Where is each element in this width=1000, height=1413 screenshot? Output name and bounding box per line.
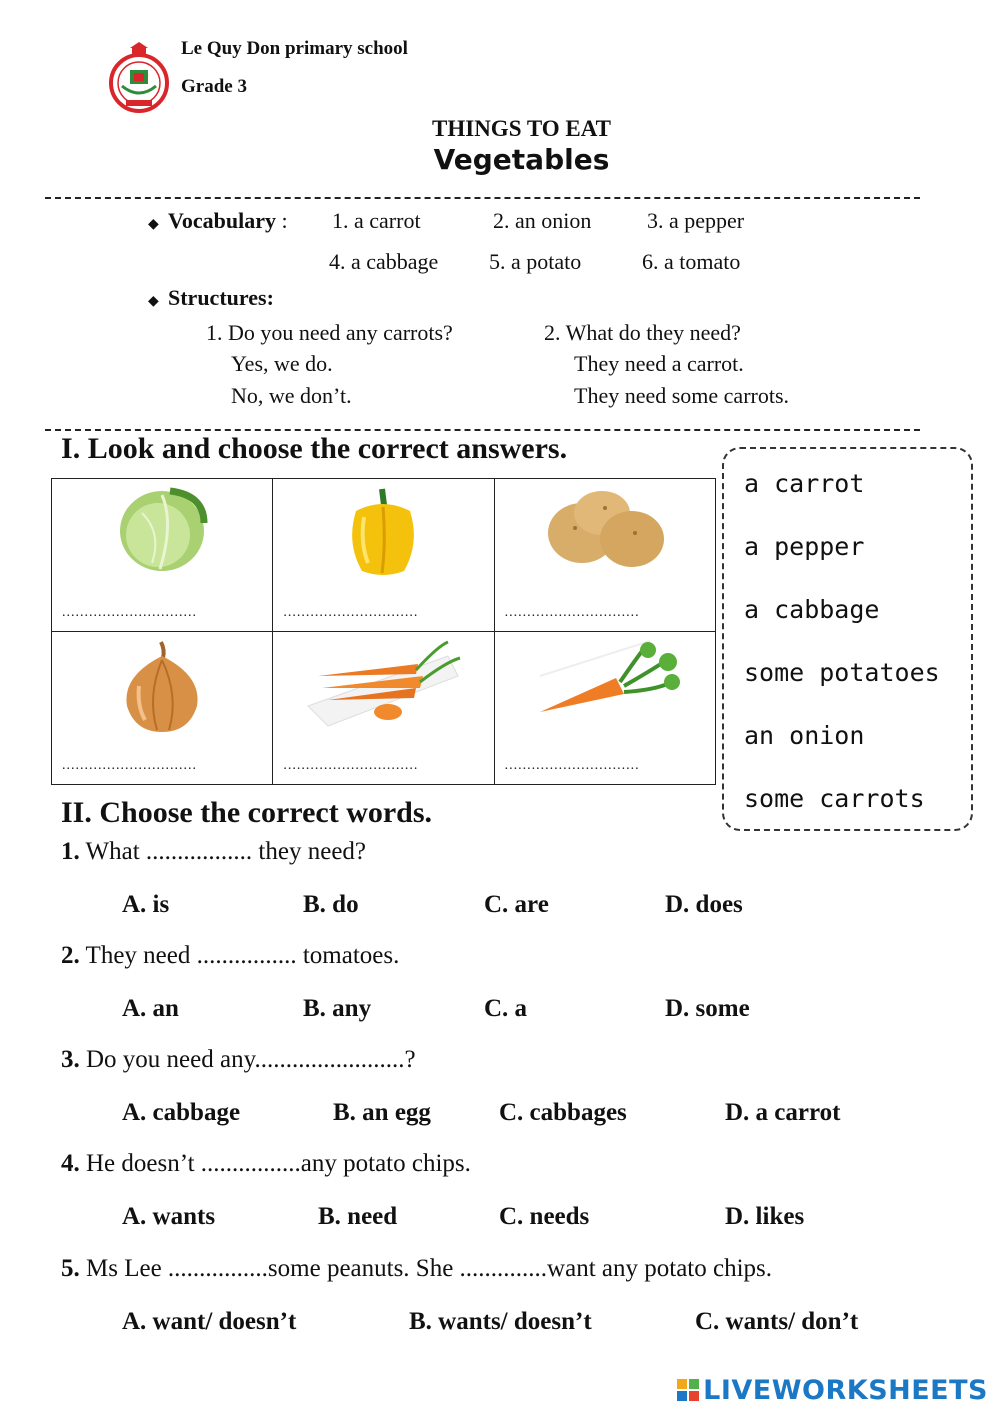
option-a[interactable]: A. an [122, 995, 179, 1022]
answer-blank[interactable]: .............................. [504, 758, 640, 773]
picture-cell [273, 479, 494, 632]
section-2-title: II. Choose the correct words. [61, 796, 433, 829]
question-5 [61, 1255, 772, 1283]
option-c[interactable]: C. needs [499, 1203, 590, 1230]
vocab-word: 4. a cabbage [329, 249, 439, 274]
structures-heading [148, 285, 274, 311]
school-logo [108, 38, 170, 116]
option-b[interactable]: B. need [318, 1203, 398, 1230]
structure-answer-yes: Yes, we do. [231, 351, 333, 376]
structure-answer-some: They need some carrots. [574, 383, 790, 408]
option-c[interactable]: C. a [484, 995, 528, 1022]
option-a[interactable]: A. want/ doesn’t [122, 1308, 297, 1335]
option-b[interactable]: B. wants/ doesn’t [409, 1308, 592, 1335]
answer-blank[interactable]: .............................. [62, 605, 197, 620]
question-number: 4. [61, 1150, 80, 1177]
structure-answer-no: No, we don’t. [231, 383, 352, 408]
vocab-word: 2. an onion [493, 208, 592, 233]
vocab-word: 5. a potato [489, 249, 582, 274]
answer-blank[interactable]: .............................. [283, 605, 419, 620]
diamond-bullet-icon: ◆ [148, 294, 159, 309]
option-d[interactable]: D. a carrot [725, 1099, 841, 1126]
option-d[interactable]: D. some [665, 995, 750, 1022]
answer-blank[interactable]: .............................. [283, 758, 419, 773]
option-a[interactable]: A. cabbage [122, 1099, 241, 1126]
word-bank [722, 447, 973, 831]
mid-divider [45, 429, 920, 431]
word-option[interactable]: some carrots [744, 784, 925, 813]
structures-label: Structures: [168, 285, 274, 310]
cabbage-image [112, 483, 212, 583]
question-1 [61, 838, 366, 866]
option-b[interactable]: B. any [303, 995, 372, 1022]
option-b[interactable]: B. do [303, 891, 359, 918]
picture-grid [51, 478, 716, 785]
question-number: 2. [61, 942, 80, 969]
option-d[interactable]: D. does [665, 891, 743, 918]
answer-blank[interactable]: .............................. [62, 758, 197, 773]
option-c[interactable]: C. wants/ don’t [695, 1308, 859, 1335]
carrots-image [298, 636, 468, 736]
word-option[interactable]: a carrot [744, 469, 865, 498]
diamond-bullet-icon: ◆ [148, 217, 159, 232]
question-text: Do you need any........................? [79, 1046, 416, 1073]
vocabulary-row-1 [148, 208, 288, 234]
structure-answer-one: They need a carrot. [574, 351, 744, 376]
option-a[interactable]: A. is [122, 891, 170, 918]
pepper-image [338, 483, 428, 583]
liveworksheets-icon [677, 1377, 699, 1399]
question-text: He doesn’t ................any potato chips. [79, 1150, 471, 1177]
section-1-roman: I [61, 432, 73, 465]
liveworksheets-logo[interactable] [677, 1375, 988, 1406]
picture-cell [494, 479, 715, 632]
question-text: Ms Lee ................some peanuts. She ..............want any potato chips. [79, 1255, 773, 1282]
vocab-word: 1. a carrot [332, 208, 421, 233]
word-option[interactable]: a pepper [744, 532, 865, 561]
question-text: They need ................ tomatoes. [79, 942, 400, 969]
structure-question-2: 2. What do they need? [544, 320, 741, 345]
question-number: 1. [61, 838, 80, 865]
question-number: 3. [61, 1046, 80, 1073]
question-number: 5. [61, 1255, 80, 1282]
option-b[interactable]: B. an egg [333, 1099, 431, 1126]
question-text: What ................. they need? [79, 838, 367, 865]
carrot-image [520, 636, 690, 736]
vocab-word: 6. a tomato [642, 249, 741, 274]
structure-question-1: 1. Do you need any carrots? [206, 320, 453, 345]
picture-cell [52, 632, 273, 785]
potatoes-image [540, 483, 670, 578]
picture-cell [494, 632, 715, 785]
option-d[interactable]: D. likes [725, 1203, 805, 1230]
option-a[interactable]: A. wants [122, 1203, 216, 1230]
top-divider [45, 197, 920, 199]
picture-cell [52, 479, 273, 632]
school-name: Le Quy Don primary school [181, 38, 408, 59]
option-c[interactable]: C. are [484, 891, 549, 918]
brand-text: LIVEWORKSHEETS [703, 1375, 988, 1406]
question-3 [61, 1046, 416, 1074]
onion-image [117, 636, 207, 741]
answer-blank[interactable]: .............................. [504, 605, 640, 620]
question-2 [61, 942, 399, 970]
question-4 [61, 1150, 471, 1178]
word-option[interactable]: some potatoes [744, 658, 940, 687]
word-option[interactable]: an onion [744, 721, 865, 750]
grade-label: Grade 3 [181, 76, 247, 97]
option-c[interactable]: C. cabbages [499, 1099, 627, 1126]
word-option[interactable]: a cabbage [744, 595, 880, 624]
picture-cell [273, 632, 494, 785]
vocab-word: 3. a pepper [647, 208, 745, 233]
vocabulary-label: Vocabulary [168, 208, 276, 233]
vocabulary-colon: : [281, 208, 288, 233]
subtopic-title: Vegetables [433, 143, 610, 176]
section-1-title [61, 432, 567, 466]
section-1-text: . Look and choose the correct answers. [72, 432, 568, 465]
topic-title: THINGS TO EAT [432, 116, 611, 141]
